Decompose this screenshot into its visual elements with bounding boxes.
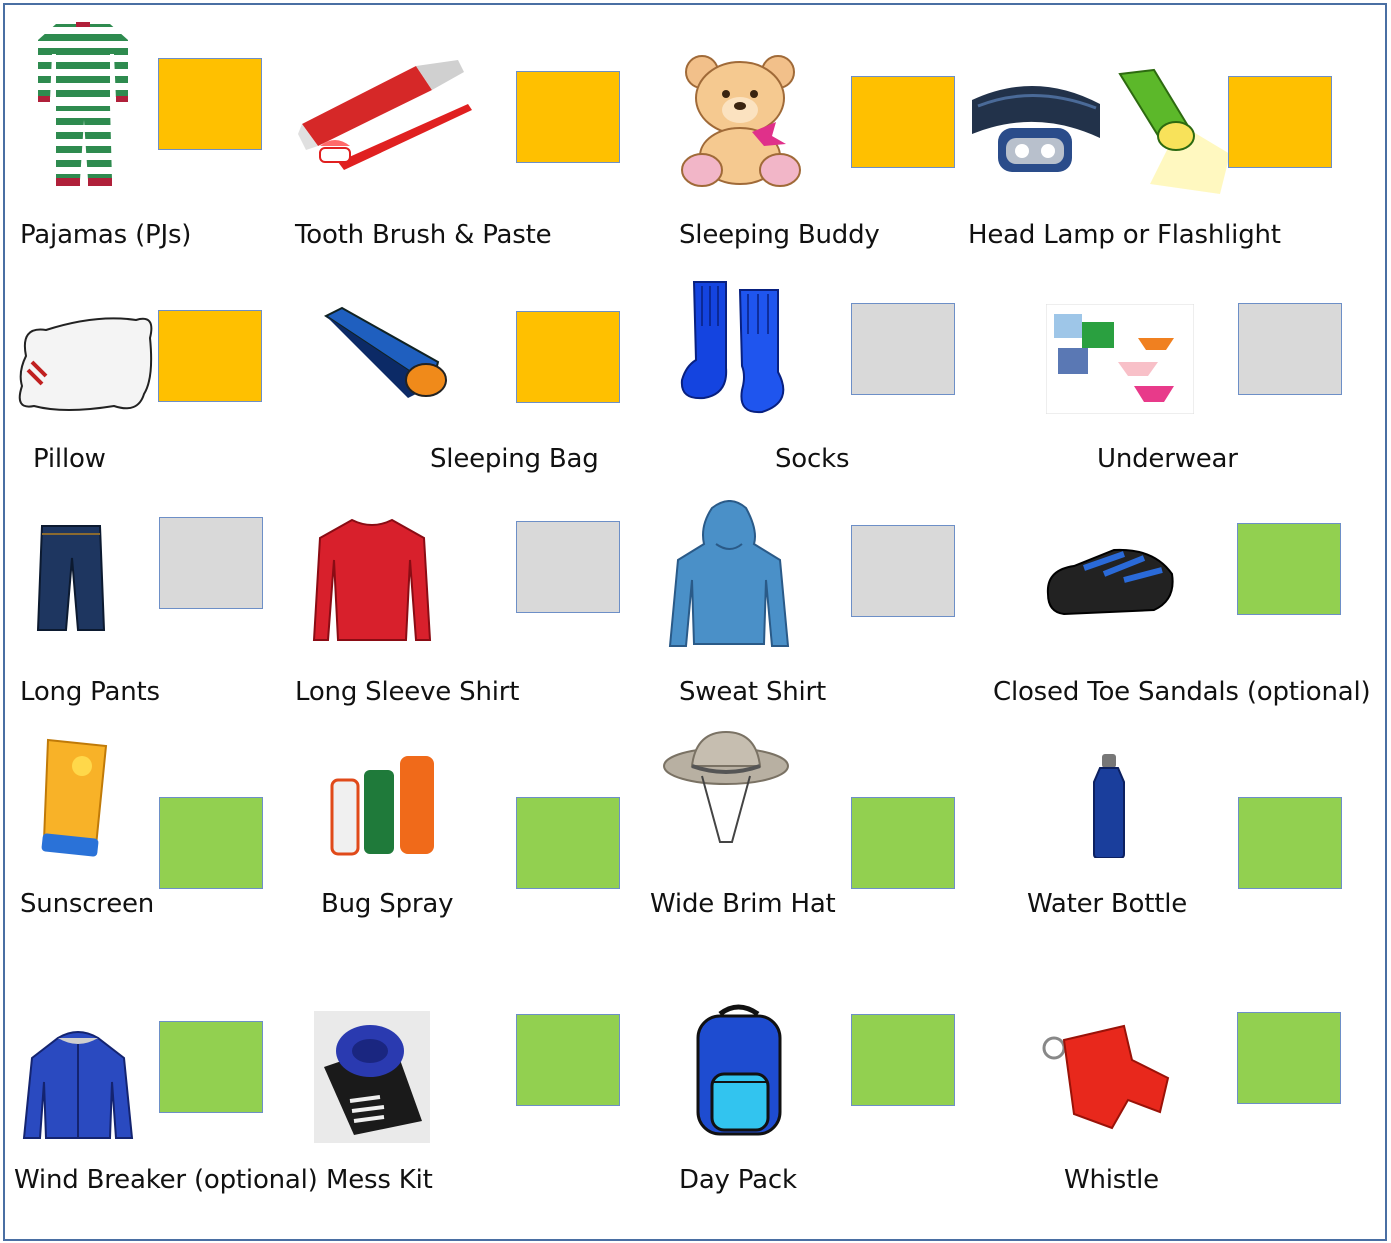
item-label-sunscreen: Sunscreen [20, 889, 155, 919]
item-label-jacket: Wind Breaker (optional) [14, 1165, 318, 1195]
underwear-icon [1046, 304, 1194, 414]
shirt-icon [312, 516, 432, 644]
pants-icon [36, 524, 106, 632]
mess-kit-icon [314, 1011, 430, 1143]
sleeping-bag-icon [322, 306, 448, 400]
item-label-underwear: Underwear [1097, 444, 1238, 474]
item-label-backpack: Day Pack [679, 1165, 797, 1195]
status-box-flashlight[interactable] [1228, 76, 1332, 168]
head-lamp-icon [968, 82, 1104, 178]
item-label-hat: Wide Brim Hat [650, 889, 836, 919]
jacket-icon [22, 1030, 134, 1142]
status-box-backpack[interactable] [851, 1014, 955, 1106]
item-label-pajamas: Pajamas (PJs) [20, 220, 192, 250]
item-label-bug-spray: Bug Spray [321, 889, 454, 919]
status-box-sunscreen[interactable] [159, 797, 263, 889]
toothbrush-icon [298, 58, 474, 182]
item-label-sleeping-bag: Sleeping Bag [430, 444, 599, 474]
item-label-toothbrush: Tooth Brush & Paste [295, 220, 552, 250]
flashlight-icon [1110, 64, 1230, 194]
item-label-flashlight: Head Lamp or Flashlight [968, 220, 1281, 250]
status-box-underwear[interactable] [1238, 303, 1342, 395]
backpack-icon [690, 1004, 788, 1138]
status-box-toothbrush[interactable] [516, 71, 620, 163]
bug-spray-icon [330, 752, 438, 858]
status-box-sandal[interactable] [1237, 523, 1341, 615]
status-box-pajamas[interactable] [158, 58, 262, 150]
status-box-pants[interactable] [159, 517, 263, 609]
item-label-teddy: Sleeping Buddy [679, 220, 880, 250]
pajamas-icon [36, 20, 130, 192]
teddy-bear-icon [676, 52, 810, 188]
sandal-icon [1044, 544, 1176, 620]
status-box-water-bottle[interactable] [1238, 797, 1342, 889]
item-label-sandal: Closed Toe Sandals (optional) [993, 677, 1371, 707]
status-box-sleeping-bag[interactable] [516, 311, 620, 403]
status-box-jacket[interactable] [159, 1021, 263, 1113]
whistle-icon [1040, 1020, 1172, 1134]
item-label-pillow: Pillow [33, 444, 106, 474]
hat-icon [662, 730, 790, 862]
item-label-shirt: Long Sleeve Shirt [295, 677, 520, 707]
item-label-mess-kit: Mess Kit [326, 1165, 433, 1195]
status-box-bug-spray[interactable] [516, 797, 620, 889]
status-box-shirt[interactable] [516, 521, 620, 613]
item-label-hoodie: Sweat Shirt [679, 677, 827, 707]
status-box-teddy[interactable] [851, 76, 955, 168]
status-box-whistle[interactable] [1237, 1012, 1341, 1104]
sunscreen-icon [34, 736, 114, 858]
socks-icon [676, 276, 800, 416]
item-label-pants: Long Pants [20, 677, 160, 707]
status-box-hoodie[interactable] [851, 525, 955, 617]
status-box-hat[interactable] [851, 797, 955, 889]
item-label-whistle: Whistle [1064, 1165, 1159, 1195]
water-bottle-icon [1090, 752, 1128, 858]
pillow-icon [18, 316, 154, 414]
item-label-water-bottle: Water Bottle [1027, 889, 1188, 919]
item-label-socks: Socks [775, 444, 850, 474]
status-box-mess-kit[interactable] [516, 1014, 620, 1106]
status-box-pillow[interactable] [158, 310, 262, 402]
status-box-socks[interactable] [851, 303, 955, 395]
hoodie-icon [668, 500, 790, 650]
